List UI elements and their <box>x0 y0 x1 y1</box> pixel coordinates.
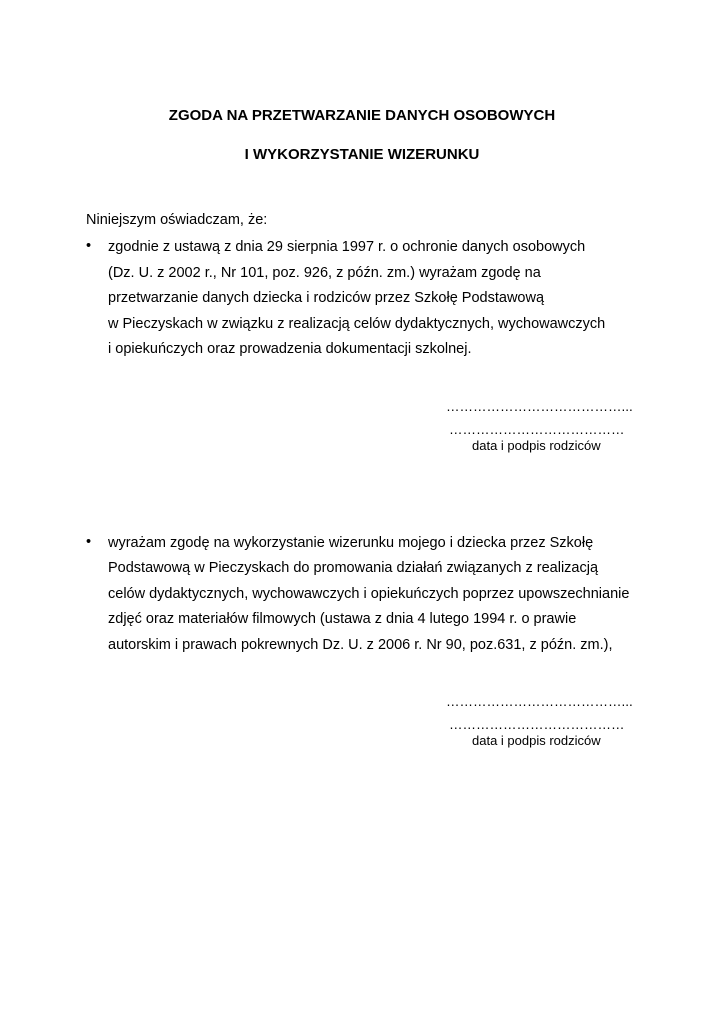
document-title-line-1: ZGODA NA PRZETWARZANIE DANYCH OSOBOWYCH <box>168 107 556 124</box>
section-1-line: w Pieczyskach w związku z realizacją celów dydaktycznych, wychowawczych <box>108 316 606 332</box>
document-title-line-2: I WYKORZYSTANIE WIZERUNKU <box>244 146 480 163</box>
section-2-line: celów dydaktycznych, wychowawczych i opiekuńczych poprzez upowszechnianie <box>108 586 630 602</box>
section-1-line: i opiekuńczych oraz prowadzenia dokumentacji szkolnej. <box>108 341 472 357</box>
signature-line-dots: ………………………………… <box>449 422 625 437</box>
section-2-line: wyrażam zgodę na wykorzystanie wizerunku mojego i dziecka przez Szkołę <box>108 535 594 551</box>
section-1-line: zgodnie z ustawą z dnia 29 sierpnia 1997 r. o ochronie danych osobowych <box>108 239 586 255</box>
signature-line-dots: …………………………………... <box>446 399 633 414</box>
signature-label: data i podpis rodziców <box>472 438 601 453</box>
signature-line-dots: …………………………………... <box>446 694 633 709</box>
section-1-line: przetwarzanie danych dziecka i rodziców przez Szkołę Podstawową <box>108 290 545 306</box>
section-2-line: zdjęć oraz materiałów filmowych (ustawa z dnia 4 lutego 1994 r. o prawie <box>108 611 577 627</box>
section-2-line: autorskim i prawach pokrewnych Dz. U. z 2006 r. Nr 90, poz.631, z późn. zm.), <box>108 637 613 653</box>
intro-text: Niniejszym oświadczam, że: <box>86 212 268 228</box>
section-1-line: (Dz. U. z 2002 r., Nr 101, poz. 926, z późn. zm.) wyrażam zgodę na <box>108 265 541 281</box>
bullet-icon: • <box>86 238 92 254</box>
signature-line-dots: ………………………………… <box>449 717 625 732</box>
signature-label: data i podpis rodziców <box>472 733 601 748</box>
section-2-line: Podstawową w Pieczyskach do promowania działań związanych z realizacją <box>108 560 599 576</box>
bullet-icon: • <box>86 534 92 550</box>
